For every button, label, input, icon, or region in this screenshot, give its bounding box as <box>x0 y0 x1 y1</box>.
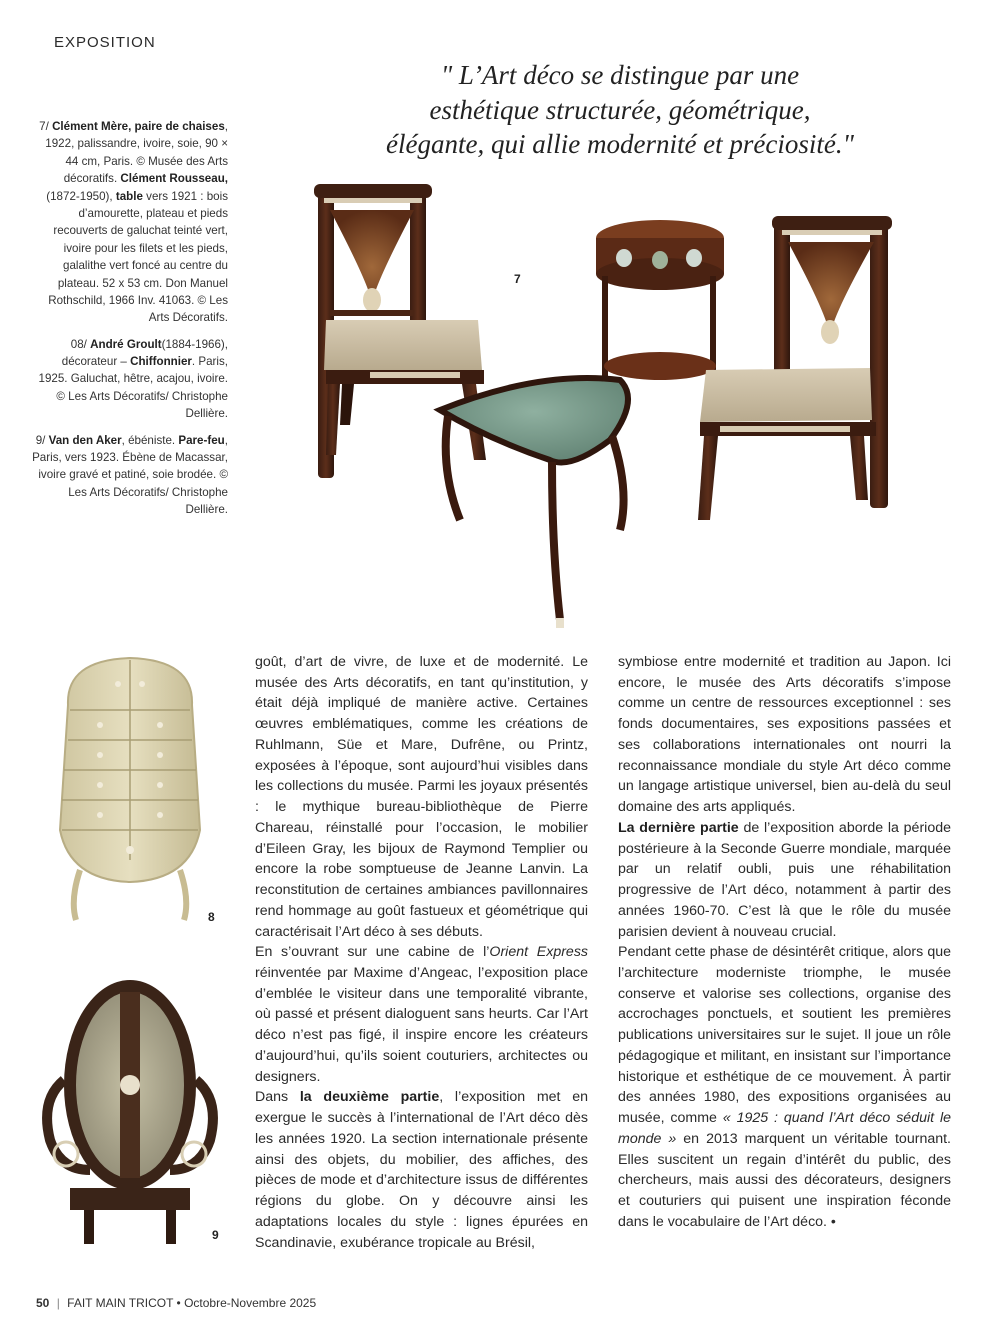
paragraph: symbiose entre modernité et tradition au Japon. Ici encore, le musée des Arts décoratifs s’impose comme un centre de ressources exceptionnel : ses fonds documentaires, ses expositions passées et ses collaborations internationales ont nourri la reconnaissance mondiale du style Art déco comme un langage artistique universel, bien au-delà du seul domaine des arts appliqués. <box>618 654 951 816</box>
pull-quote <box>330 58 910 162</box>
photo-chairs-and-tables <box>290 170 930 640</box>
magazine-name: FAIT MAIN TRICOT • <box>67 1296 181 1310</box>
paragraph: La dernière partie de l’exposition aborde la période postérieure à la Seconde Guerre mondiale, marquée par un relatif oubli, puis une réhabilitation progressive de l’Art déco, notamment à partir des années 1960-70. C’est là que le rôle du musée parisien devient à nouveau crucial. <box>618 819 951 940</box>
captions <box>30 118 228 528</box>
photo-fire-screen <box>30 960 230 1250</box>
quote-line: esthétique structurée, géométrique, <box>429 94 811 125</box>
paragraph: En s’ouvrant sur une cabine de l’Orient Express réinventée par Maxime d’Angeac, l’exposition place d’emblée le visiteur dans une temporalité vibrante, où passé et présent dialoguent sans heurts. Car l’Art déco n’est pas figé, il inspire encore les créateurs d’aujourd’hui, qu’ils soient couturiers, architectes ou designers. <box>255 944 589 1085</box>
photo-chiffonnier <box>40 650 240 940</box>
article-column-2 <box>618 652 951 1233</box>
figure-number-7: 7 <box>514 272 521 286</box>
figure-number-8: 8 <box>208 910 215 924</box>
section-label: EXPOSITION <box>54 34 156 51</box>
quote-line: élégante, qui allie modernité et préciosité." <box>386 129 854 160</box>
left-chair <box>314 184 486 478</box>
paragraph: Pendant cette phase de désintérêt critique, alors que l’architecture moderniste triomphe, le musée conserve et valorise ses collections, organise des accrochages ponctuels, et soutient les premières publications universitaires sur le sujet. Il joue un rôle pédagogique et militant, en insistant sur l’importance historique et esthétique de ce mouvement. À partir des années 1980, des expositions organisées au musée, comme « 1925 : quand l’Art déco séduit le monde » en 2013 marquent un véritable tournant. Elles suscitent un regain d’intérêt du public, des chercheurs, mais aussi des décorateurs, designers et couturiers qui puisent une inspiration féconde dans le vocabulaire de l’Art déco. • <box>618 944 952 1230</box>
page-footer <box>36 1296 316 1310</box>
issue-date: Octobre-Novembre 2025 <box>184 1296 317 1310</box>
caption-8: 08/ André Groult(1884-1966), décorateur – Chiffonnier. Paris, 1925. Galuchat, hêtre, acajou, ivoire. © Les Arts Décoratifs/ Christophe Dellière. <box>38 337 228 421</box>
quote-line: " L’Art déco se distingue par une <box>440 60 800 90</box>
trefoil-table <box>440 378 628 628</box>
paragraph: goût, d’art de vivre, de luxe et de modernité. Le musée des Arts décoratifs, en tant qu’institution, y était déjà impliqué de manière active. Certaines œuvres emblématiques, comme les créations de Ruhlmann, Süe et Mare, Dufrêne, ou Printz, exposées à l’époque, sont aujourd’hui visibles dans les collections du musée. Parmi les joyaux présentés : le mythique bureau-bibliothèque de Pierre Chareau, réinstallé pour l’occasion, le mobilier d’Eileen Gray, les bijoux de Raymond Templier ou encore la robe somptueuse de Jeanne Lanvin. La reconstitution de certaines ambiances pavillonnaires rend hommage au goût fastueux et géométrique qui caractérisait l’Art déco à ses débuts. <box>255 654 588 940</box>
caption-9: 9/ Van den Aker, ébéniste. Pare-feu, Paris, vers 1923. Ébène de Macassar, ivoire gravé et patiné, soie brodée. © Les Arts Décoratifs/ Christophe Dellière. <box>32 433 228 517</box>
figure-number-9: 9 <box>212 1228 219 1242</box>
article-column-1 <box>255 652 588 1253</box>
page-number: 50 <box>36 1296 50 1310</box>
footer-separator: | <box>56 1296 60 1310</box>
right-chair <box>698 216 892 520</box>
paragraph: Dans la deuxième partie, l’exposition met en exergue le succès à l’international de l’Art déco dès les années 1920. La section internationale présente ainsi des objets, du mobilier, des affiches, des pièces de mode et d’architecture issus de différentes régions du globe. On y découvre ainsi les adaptations locales du style : lignes épurées en Scandinavie, exubérance tropicale au Brésil, <box>255 1089 589 1251</box>
caption-7: 7/ Clément Mère, paire de chaises, 1922, palissandre, ivoire, soie, 90 × 44 cm, Paris. © Musée des Arts décoratifs. Clément Rousseau, (1872-1950), table vers 1921 : bois d’amourette, plateau et pieds recouverts de galuchat teinté vert, ivoire pour les filets et les pieds, galalithe vert foncé au centre du plateau. 52 x 53 cm. Don Manuel Rothschild, 1966 Inv. 41063. © Les Arts Décoratifs. <box>39 120 228 325</box>
